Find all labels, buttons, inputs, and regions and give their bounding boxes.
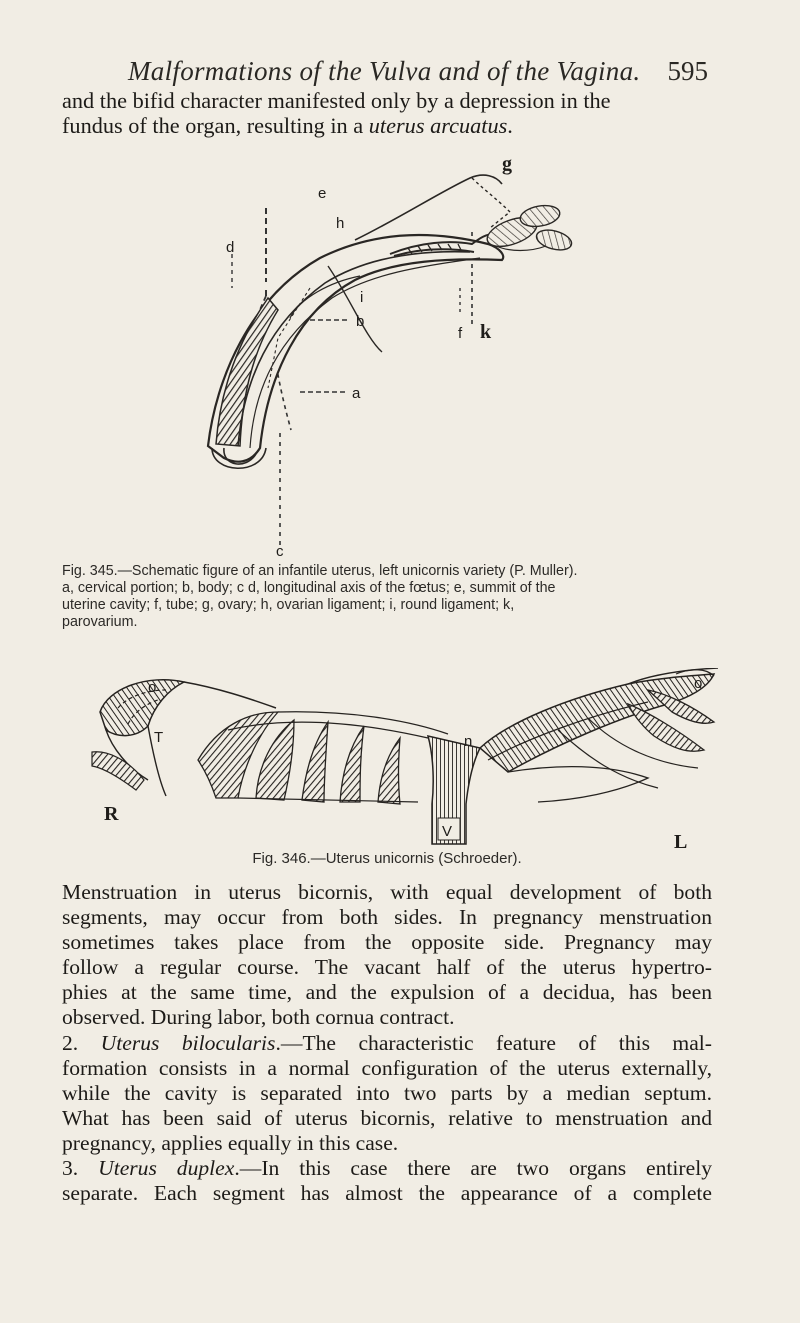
label-b: b [356, 313, 365, 330]
ovary [472, 178, 510, 228]
caption-line: a, cervical portion; b, body; c d, longitudinal axis of the fœtus; e, summit of the [62, 580, 556, 596]
body-text [62, 880, 712, 1206]
running-title: Malformations of the Vulva and of the Vagina. [128, 56, 641, 86]
label-R: R [104, 803, 119, 825]
running-head [128, 50, 708, 90]
term-uterus-duplex: Uterus duplex [98, 1156, 235, 1181]
figure-345-caption [62, 563, 712, 631]
label-c: c [276, 543, 284, 556]
figure-346-caption: Fig. 346.—Uterus unicornis (Schroeder). [252, 850, 522, 867]
text-line: sometimes takes place from the opposite side. Pregnancy may [62, 930, 712, 955]
caption-line: uterine cavity; f, tube; g, ovary; h, ovarian ligament; i, round ligament; k, [62, 597, 515, 613]
label-o-right: o [694, 675, 703, 692]
term-uterus-arcuatus: uterus arcuatus [368, 113, 508, 138]
label-f: f [458, 325, 463, 342]
text-line: follow a regular course. The vacant half of the uterus hypertro- [62, 955, 712, 980]
text-line: and the bifid character manifested only by a depression in the [62, 88, 611, 113]
label-k: k [480, 321, 492, 343]
text-line: fundus of the organ, resulting in a uterus arcuatus. [62, 113, 513, 138]
text-line: pregnancy, applies equally in this case. [62, 1130, 399, 1155]
text-line: Menstruation in uterus bicornis, with equal development of both [62, 880, 712, 904]
text-line: segments, may occur from both sides. In pregnancy menstruation [62, 905, 712, 930]
uterine-body-strands [198, 712, 400, 804]
term-uterus-bilocularis: Uterus bilocularis [100, 1030, 276, 1055]
label-e: e [318, 185, 327, 202]
text-line: 2. Uterus bilocularis.—The characteristic feature of this mal- [62, 1030, 712, 1055]
text-line: phies at the same time, and the expulsion of a decidua, has been [62, 980, 712, 1005]
label-a: a [352, 385, 361, 402]
developed-horn-right [480, 674, 714, 772]
caption-line: parovarium. [62, 614, 138, 630]
label-L: L [674, 831, 688, 850]
page-number: 595 [667, 56, 708, 86]
label-g: g [502, 153, 512, 175]
label-d: d [226, 239, 235, 256]
ovarian-ligament [355, 175, 502, 240]
text-line: formation consists in a normal configuration of the uterus externally, [62, 1055, 712, 1080]
label-t: T [154, 729, 164, 746]
figure-345-illustration [150, 148, 650, 556]
label-i: i [360, 289, 364, 306]
figure-346-illustration [88, 668, 728, 850]
text-line: separate. Each segment has almost the appearance of a complete [62, 1181, 712, 1206]
intro-paragraph [62, 88, 712, 138]
text-line: observed. During labor, both cornua contract. [62, 1005, 455, 1030]
caption-line: Fig. 345.—Schematic figure of an infantile uterus, left unicornis variety (P. Muller). [62, 563, 578, 579]
label-h: h [336, 215, 345, 232]
label-n: n [464, 733, 473, 750]
fimbriae [483, 203, 573, 254]
label-V: V [442, 823, 453, 840]
text-line: What has been said of uterus bicornis, relative to menstruation and [62, 1105, 712, 1130]
text-line: 3. Uterus duplex.—In this case there are two organs entirely [62, 1156, 712, 1181]
label-o-left: o [148, 679, 157, 696]
left-broad-ligament [92, 752, 144, 790]
text-line: while the cavity is separated into two parts by a median septum. [62, 1080, 712, 1105]
